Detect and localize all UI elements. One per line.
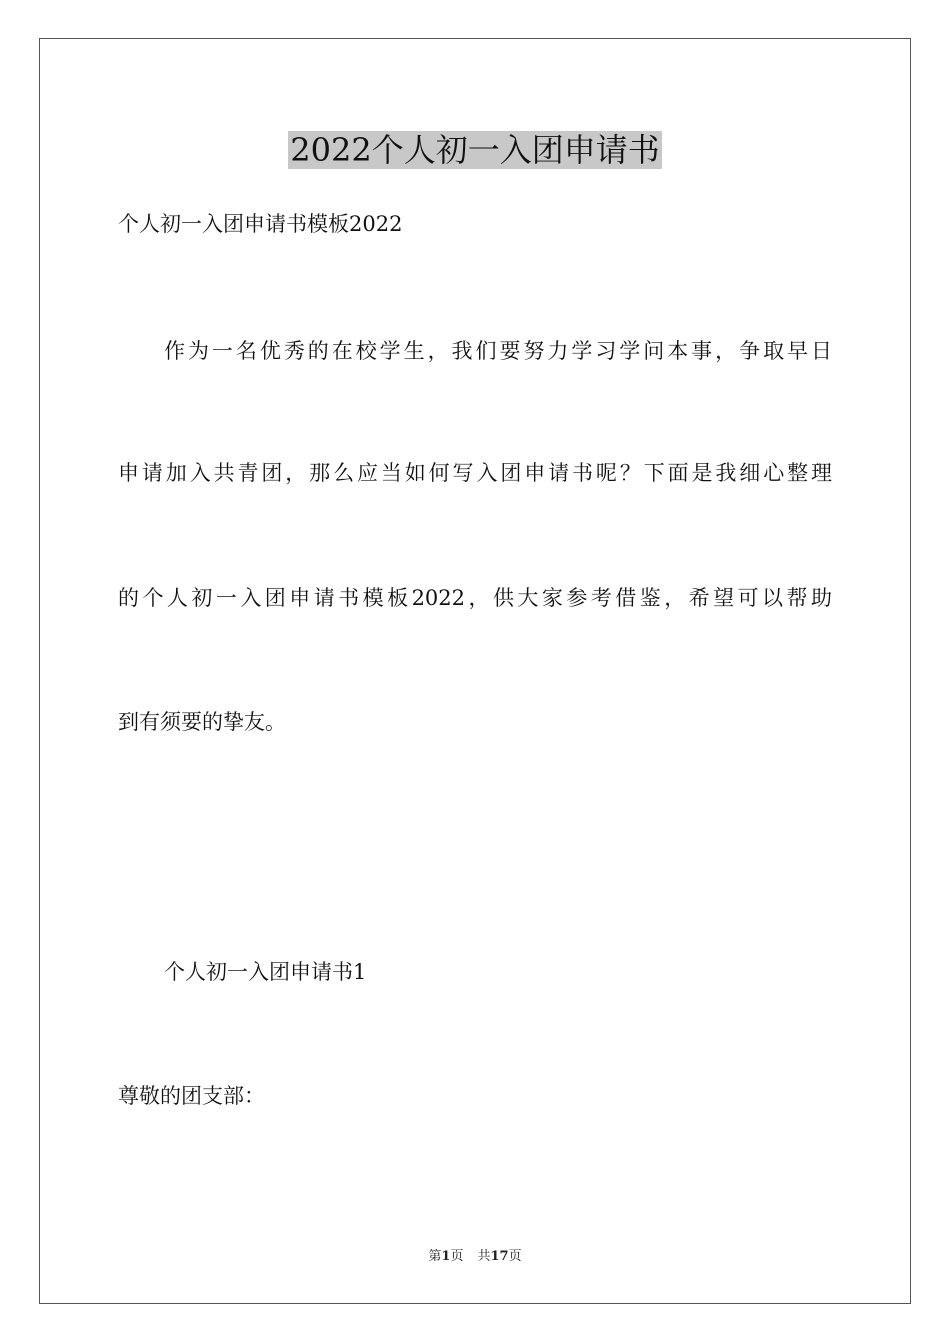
section-heading: 个人初一入团申请书1 — [164, 960, 367, 984]
footer-total-prefix: 共 — [477, 1249, 491, 1264]
footer-total-pages: 17 — [490, 1249, 509, 1264]
footer-total-suffix: 页 — [508, 1249, 522, 1264]
salutation: 尊敬的团支部： — [118, 1084, 265, 1108]
footer-page-number: 1 — [441, 1249, 451, 1264]
intro-line-2: 申请加入共青团，那么应当如何写入团申请书呢？下面是我细心整理 — [118, 461, 832, 485]
footer-page-suffix: 页 — [450, 1249, 464, 1264]
intro-line-1: 作为一名优秀的在校学生，我们要努力学习学问本事，争取早日 — [164, 339, 832, 363]
document-title-text: 2022个人初一入团申请书 — [290, 131, 660, 169]
document-subtitle: 个人初一入团申请书模板2022 — [118, 212, 403, 236]
document-title — [0, 128, 950, 172]
intro-line-3: 的个人初一入团申请书模板2022，供大家参考借鉴，希望可以帮助 — [118, 586, 832, 610]
footer-page-prefix: 第 — [428, 1249, 442, 1264]
page-footer — [0, 1248, 950, 1266]
intro-line-4: 到有须要的挚友。 — [118, 710, 286, 734]
